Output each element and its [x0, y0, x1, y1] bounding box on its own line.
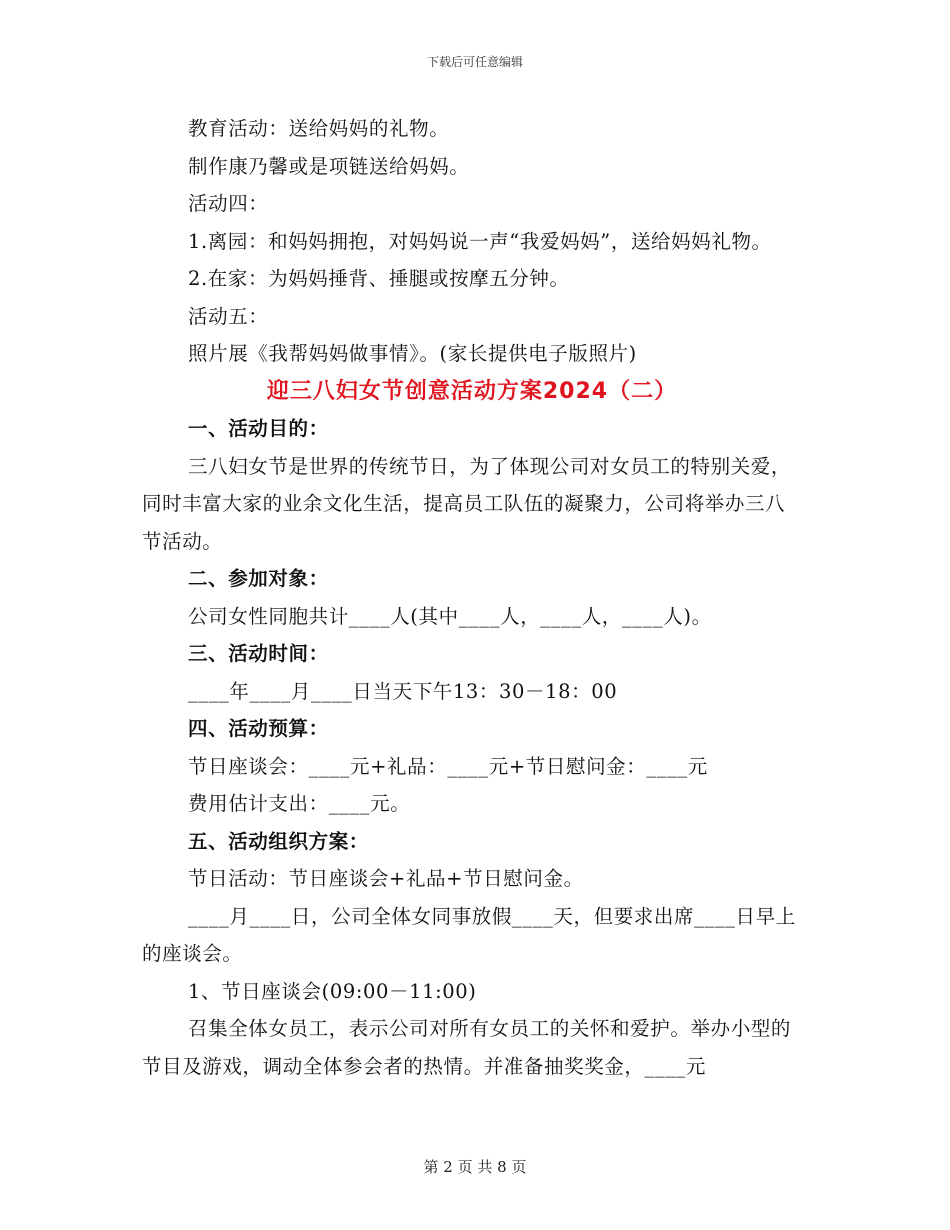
paragraph-activity-five: 活动五： — [188, 304, 269, 328]
paragraph-photo-exhibition: 照片展《我帮妈妈做事情》。(家长提供电子版照片) — [188, 342, 637, 365]
paragraph-festival-activities: 节日活动：节日座谈会+礼品+节日慰问金。 — [188, 867, 584, 890]
paragraph-symposium-details: 召集全体女员工，表示公司对所有女员工的关怀和爱护。举办小型的节目及游戏，调动全体参会者的热情。并准备抽奖奖金，____元 — [142, 1017, 792, 1078]
heading-purpose: 一、活动目的： — [188, 417, 329, 440]
paragraph-activity-four: 活动四： — [188, 192, 269, 215]
paragraph-make-gift: 制作康乃馨或是项链送给妈妈。 — [188, 154, 470, 178]
paragraph-at-home: 2.在家：为妈妈捶背、捶腿或按摩五分钟。 — [188, 267, 570, 290]
page-footer-number: 第 2 页 共 8 页 — [423, 1158, 527, 1176]
page-header-note: 下载后可任意编辑 — [426, 55, 523, 69]
paragraph-purpose: 三八妇女节是世界的传统节日，为了体现公司对女员工的特别关爱，同时丰富大家的业余文化生活，提高员工队伍的凝聚力，公司将举办三八节活动。 — [142, 454, 792, 553]
heading-budget: 四、活动预算： — [188, 717, 329, 740]
paragraph-holiday-arrangement: ____月____日，公司全体女同事放假____天，但要求出席____日早上的座谈会。 — [142, 904, 796, 965]
section-title: 迎三八妇女节创意活动方案2024（二） — [266, 378, 678, 404]
heading-participants: 二、参加对象： — [188, 567, 329, 590]
document-body — [142, 110, 802, 1085]
heading-organization: 五、活动组织方案： — [188, 829, 369, 853]
paragraph-symposium-time: 1、节日座谈会(09:00－11:00) — [188, 979, 477, 1003]
paragraph-education-activity: 教育活动：送给妈妈的礼物。 — [188, 117, 450, 140]
paragraph-budget-total: 费用估计支出：____元。 — [188, 792, 411, 815]
paragraph-time: ____年____月____日当天下午13：30－18：00 — [188, 679, 618, 703]
heading-time: 三、活动时间： — [188, 642, 329, 665]
paragraph-leave-kindergarten: 1.离园：和妈妈拥抱，对妈妈说一声“我爱妈妈”，送给妈妈礼物。 — [188, 229, 772, 253]
paragraph-participants: 公司女性同胞共计____人(其中____人，____人，____人)。 — [188, 604, 712, 628]
paragraph-budget-items: 节日座谈会：____元+礼品：____元+节日慰问金：____元 — [188, 754, 708, 778]
